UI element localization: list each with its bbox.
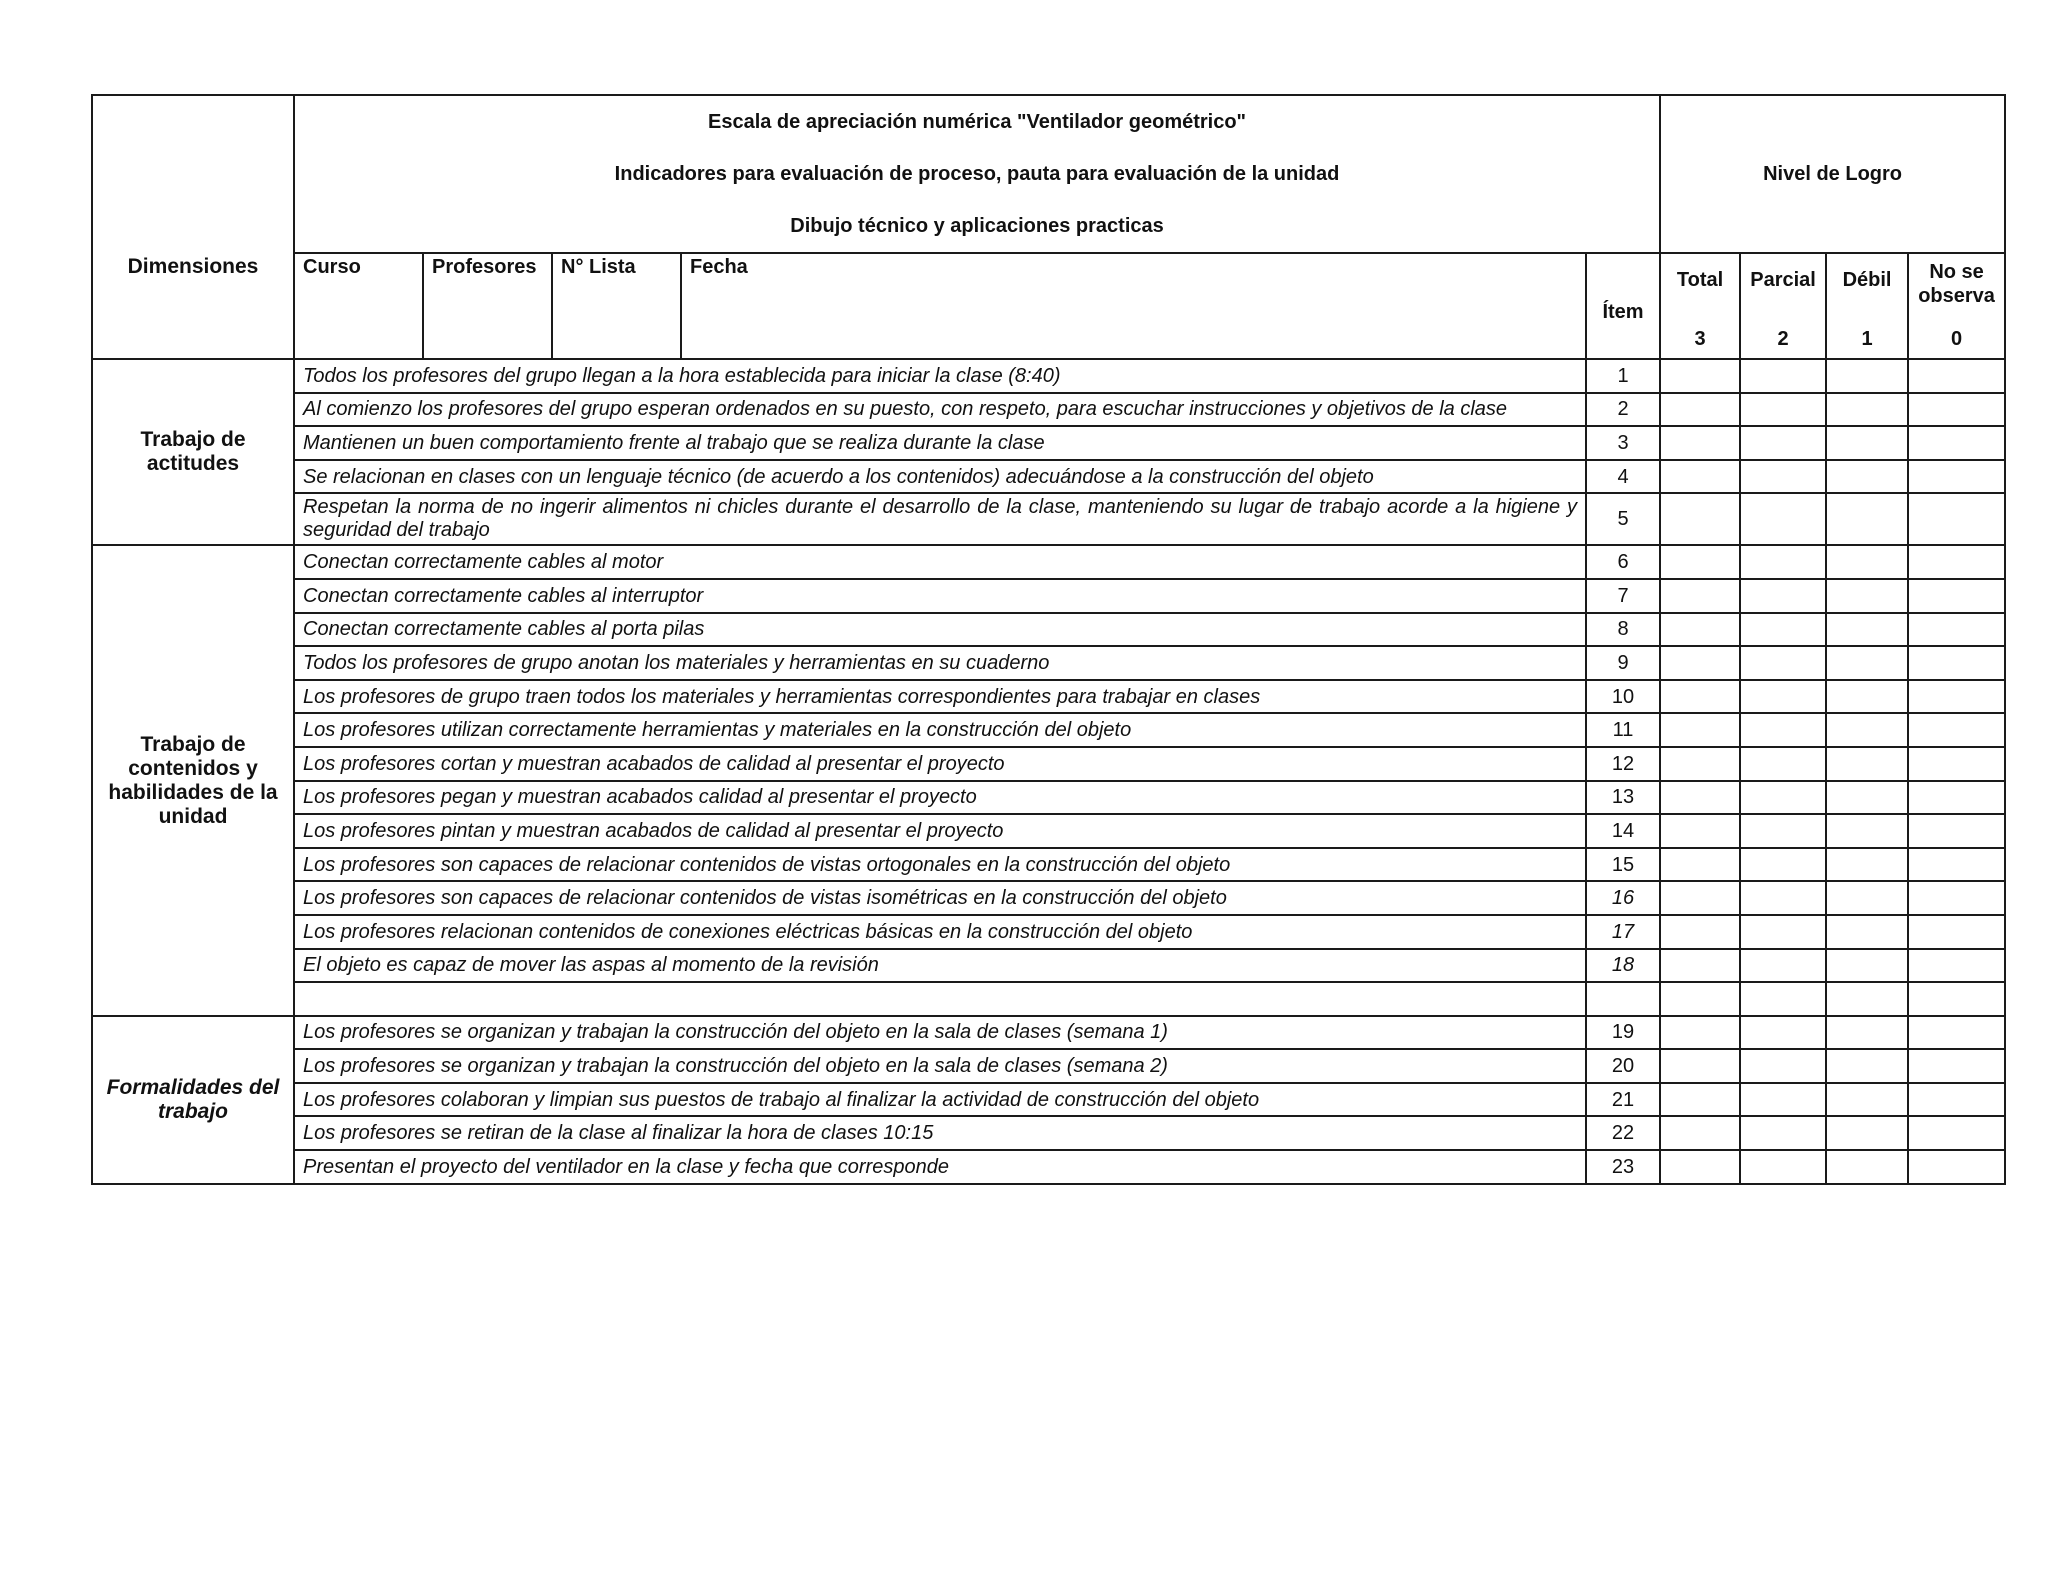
score-cell-total[interactable] bbox=[1660, 949, 1740, 983]
level-name: No se observa bbox=[1918, 261, 1995, 307]
score-cell-total[interactable] bbox=[1660, 781, 1740, 815]
score-cell-parcial[interactable] bbox=[1740, 545, 1826, 579]
item-number: 16 bbox=[1586, 881, 1660, 915]
level-value: 3 bbox=[1694, 328, 1706, 350]
score-cell-total[interactable] bbox=[1660, 426, 1740, 460]
score-cell-debil[interactable] bbox=[1826, 881, 1908, 915]
table-row bbox=[92, 982, 2005, 1016]
indicator-text: Respetan la norma de no ingerir alimentos ni chicles durante el desarrollo de la clase, manteniendo su lugar de trabajo acorde a la higiene y seguridad del trabajo bbox=[294, 493, 1586, 545]
item-number: 15 bbox=[1586, 848, 1660, 882]
score-cell-total[interactable] bbox=[1660, 1049, 1740, 1083]
table-row bbox=[92, 393, 2005, 427]
item-number: 22 bbox=[1586, 1116, 1660, 1150]
score-cell-no-se-observa[interactable] bbox=[1908, 460, 2005, 494]
dimension-label: Trabajo de contenidos y habilidades de la unidad bbox=[92, 545, 294, 1015]
score-cell-no-se-observa[interactable] bbox=[1908, 493, 2005, 545]
score-cell-total[interactable] bbox=[1660, 1016, 1740, 1050]
score-cell-no-se-observa[interactable] bbox=[1908, 949, 2005, 983]
score-cell-total[interactable] bbox=[1660, 613, 1740, 647]
indicator-text bbox=[294, 982, 1586, 1016]
level-value: 1 bbox=[1861, 328, 1873, 350]
item-number: 4 bbox=[1586, 460, 1660, 494]
table-row bbox=[92, 359, 2005, 393]
score-cell-total[interactable] bbox=[1660, 1083, 1740, 1117]
score-cell-total[interactable] bbox=[1660, 814, 1740, 848]
score-cell-total[interactable] bbox=[1660, 915, 1740, 949]
score-cell-debil[interactable] bbox=[1826, 460, 1908, 494]
table-row bbox=[92, 781, 2005, 815]
indicator-text: Se relacionan en clases con un lenguaje técnico (de acuerdo a los contenidos) adecuándose a la construcción del objeto bbox=[294, 460, 1586, 494]
score-cell-parcial[interactable] bbox=[1740, 781, 1826, 815]
table-row bbox=[92, 579, 2005, 613]
level-debil bbox=[1826, 253, 1908, 359]
indicator-text: Al comienzo los profesores del grupo esperan ordenados en su puesto, con respeto, para escuchar instrucciones y objetivos de la clase bbox=[294, 393, 1586, 427]
table-row bbox=[92, 1116, 2005, 1150]
score-cell-no-se-observa[interactable] bbox=[1908, 426, 2005, 460]
score-cell-debil[interactable] bbox=[1826, 545, 1908, 579]
item-number: 1 bbox=[1586, 359, 1660, 393]
table-row bbox=[92, 881, 2005, 915]
item-number: 9 bbox=[1586, 646, 1660, 680]
score-cell-total[interactable] bbox=[1660, 579, 1740, 613]
evaluation-sheet bbox=[91, 94, 2004, 1185]
score-cell-no-se-observa[interactable] bbox=[1908, 848, 2005, 882]
score-cell-parcial[interactable] bbox=[1740, 1116, 1826, 1150]
item-number: 20 bbox=[1586, 1049, 1660, 1083]
score-cell-no-se-observa[interactable] bbox=[1908, 359, 2005, 393]
score-cell-parcial[interactable] bbox=[1740, 646, 1826, 680]
item-number: 14 bbox=[1586, 814, 1660, 848]
indicator-text: Mantienen un buen comportamiento frente al trabajo que se realiza durante la clase bbox=[294, 426, 1586, 460]
score-cell-debil[interactable] bbox=[1826, 426, 1908, 460]
score-cell-debil[interactable] bbox=[1826, 713, 1908, 747]
level-no-se-observa bbox=[1908, 253, 2005, 359]
score-cell-parcial[interactable] bbox=[1740, 359, 1826, 393]
item-number: 3 bbox=[1586, 426, 1660, 460]
score-cell-no-se-observa[interactable] bbox=[1908, 915, 2005, 949]
score-cell-parcial[interactable] bbox=[1740, 747, 1826, 781]
score-cell-debil[interactable] bbox=[1826, 393, 1908, 427]
item-number bbox=[1586, 982, 1660, 1016]
indicator-text: Los profesores cortan y muestran acabados de calidad al presentar el proyecto bbox=[294, 747, 1586, 781]
score-cell-total[interactable] bbox=[1660, 393, 1740, 427]
indicator-text: Conectan correctamente cables al motor bbox=[294, 545, 1586, 579]
score-cell-no-se-observa[interactable] bbox=[1908, 982, 2005, 1016]
score-cell-debil[interactable] bbox=[1826, 848, 1908, 882]
score-cell-no-se-observa[interactable] bbox=[1908, 1150, 2005, 1184]
item-number: 6 bbox=[1586, 545, 1660, 579]
level-parcial bbox=[1740, 253, 1826, 359]
table-row bbox=[92, 713, 2005, 747]
indicator-text: Los profesores se retiran de la clase al finalizar la hora de clases 10:15 bbox=[294, 1116, 1586, 1150]
indicator-text: Los profesores se organizan y trabajan la construcción del objeto en la sala de clases (semana 1) bbox=[294, 1016, 1586, 1050]
score-cell-no-se-observa[interactable] bbox=[1908, 781, 2005, 815]
item-number: 17 bbox=[1586, 915, 1660, 949]
table-row bbox=[92, 545, 2005, 579]
score-cell-parcial[interactable] bbox=[1740, 393, 1826, 427]
score-cell-debil[interactable] bbox=[1826, 1049, 1908, 1083]
indicator-text: Conectan correctamente cables al porta pilas bbox=[294, 613, 1586, 647]
score-cell-total[interactable] bbox=[1660, 545, 1740, 579]
score-cell-parcial[interactable] bbox=[1740, 1150, 1826, 1184]
score-cell-no-se-observa[interactable] bbox=[1908, 1116, 2005, 1150]
item-number: 13 bbox=[1586, 781, 1660, 815]
score-cell-total[interactable] bbox=[1660, 747, 1740, 781]
indicator-text: Los profesores pintan y muestran acabados de calidad al presentar el proyecto bbox=[294, 814, 1586, 848]
score-cell-parcial[interactable] bbox=[1740, 1083, 1826, 1117]
item-number: 19 bbox=[1586, 1016, 1660, 1050]
dimension-label: Formalidades del trabajo bbox=[92, 1016, 294, 1184]
rubric-table bbox=[91, 94, 2006, 1185]
score-cell-debil[interactable] bbox=[1826, 781, 1908, 815]
indicator-text: Los profesores colaboran y limpian sus puestos de trabajo al finalizar la actividad de construcción del objeto bbox=[294, 1083, 1586, 1117]
indicator-text: Presentan el proyecto del ventilador en la clase y fecha que corresponde bbox=[294, 1150, 1586, 1184]
field-curso[interactable]: Curso bbox=[294, 253, 423, 359]
item-number: 8 bbox=[1586, 613, 1660, 647]
field-fecha[interactable]: Fecha bbox=[681, 253, 1586, 359]
item-number: 21 bbox=[1586, 1083, 1660, 1117]
score-cell-debil[interactable] bbox=[1826, 493, 1908, 545]
score-cell-total[interactable] bbox=[1660, 881, 1740, 915]
item-header: Ítem bbox=[1586, 253, 1660, 359]
table-row bbox=[92, 814, 2005, 848]
dimension-label: Trabajo de actitudes bbox=[92, 359, 294, 545]
indicator-text: Conectan correctamente cables al interruptor bbox=[294, 579, 1586, 613]
item-number: 11 bbox=[1586, 713, 1660, 747]
title-line-3: Dibujo técnico y aplicaciones practicas bbox=[790, 215, 1164, 237]
item-number: 18 bbox=[1586, 949, 1660, 983]
table-row bbox=[92, 426, 2005, 460]
score-cell-total[interactable] bbox=[1660, 646, 1740, 680]
indicator-text: Los profesores pegan y muestran acabados calidad al presentar el proyecto bbox=[294, 781, 1586, 815]
indicator-text: Los profesores son capaces de relacionar contenidos de vistas isométricas en la construcción del objeto bbox=[294, 881, 1586, 915]
indicator-text: Los profesores de grupo traen todos los materiales y herramientas correspondientes para trabajar en clases bbox=[294, 680, 1586, 714]
table-row bbox=[92, 1049, 2005, 1083]
table-row bbox=[92, 949, 2005, 983]
score-cell-parcial[interactable] bbox=[1740, 493, 1826, 545]
score-cell-parcial[interactable] bbox=[1740, 982, 1826, 1016]
score-cell-debil[interactable] bbox=[1826, 949, 1908, 983]
table-row bbox=[92, 613, 2005, 647]
score-cell-no-se-observa[interactable] bbox=[1908, 545, 2005, 579]
table-row bbox=[92, 680, 2005, 714]
score-cell-debil[interactable] bbox=[1826, 1150, 1908, 1184]
score-cell-no-se-observa[interactable] bbox=[1908, 646, 2005, 680]
table-row bbox=[92, 1083, 2005, 1117]
score-cell-total[interactable] bbox=[1660, 713, 1740, 747]
table-row bbox=[92, 493, 2005, 545]
indicator-text: Los profesores se organizan y trabajan la construcción del objeto en la sala de clases (semana 2) bbox=[294, 1049, 1586, 1083]
score-cell-debil[interactable] bbox=[1826, 982, 1908, 1016]
score-cell-parcial[interactable] bbox=[1740, 426, 1826, 460]
indicator-text: Los profesores son capaces de relacionar contenidos de vistas ortogonales en la construcción del objeto bbox=[294, 848, 1586, 882]
indicator-text: El objeto es capaz de mover las aspas al momento de la revisión bbox=[294, 949, 1586, 983]
field-n-lista[interactable]: N° Lista bbox=[552, 253, 681, 359]
score-cell-no-se-observa[interactable] bbox=[1908, 1083, 2005, 1117]
table-row bbox=[92, 646, 2005, 680]
score-cell-parcial[interactable] bbox=[1740, 713, 1826, 747]
level-name: Total bbox=[1676, 269, 1724, 291]
score-cell-no-se-observa[interactable] bbox=[1908, 393, 2005, 427]
level-name: Parcial bbox=[1750, 269, 1816, 291]
score-cell-no-se-observa[interactable] bbox=[1908, 814, 2005, 848]
indicator-text: Todos los profesores de grupo anotan los materiales y herramientas en su cuaderno bbox=[294, 646, 1586, 680]
item-number: 2 bbox=[1586, 393, 1660, 427]
score-cell-total[interactable] bbox=[1660, 680, 1740, 714]
score-cell-no-se-observa[interactable] bbox=[1908, 747, 2005, 781]
indicator-text: Los profesores relacionan contenidos de conexiones eléctricas básicas en la construcción del objeto bbox=[294, 915, 1586, 949]
score-cell-debil[interactable] bbox=[1826, 915, 1908, 949]
score-cell-total[interactable] bbox=[1660, 359, 1740, 393]
table-row bbox=[92, 1016, 2005, 1050]
sheet-title bbox=[294, 95, 1660, 253]
score-cell-parcial[interactable] bbox=[1740, 814, 1826, 848]
score-cell-total[interactable] bbox=[1660, 1150, 1740, 1184]
score-cell-debil[interactable] bbox=[1826, 613, 1908, 647]
score-cell-no-se-observa[interactable] bbox=[1908, 1016, 2005, 1050]
item-number: 12 bbox=[1586, 747, 1660, 781]
nivel-logro-header: Nivel de Logro bbox=[1660, 95, 2005, 253]
dimensions-header: Dimensiones bbox=[92, 95, 294, 359]
item-number: 23 bbox=[1586, 1150, 1660, 1184]
table-row bbox=[92, 1150, 2005, 1184]
item-number: 5 bbox=[1586, 493, 1660, 545]
indicator-text: Todos los profesores del grupo llegan a la hora establecida para iniciar la clase (8:40) bbox=[294, 359, 1586, 393]
score-cell-no-se-observa[interactable] bbox=[1908, 613, 2005, 647]
level-value: 0 bbox=[1951, 328, 1963, 350]
score-cell-no-se-observa[interactable] bbox=[1908, 579, 2005, 613]
score-cell-debil[interactable] bbox=[1826, 1083, 1908, 1117]
indicator-text: Los profesores utilizan correctamente herramientas y materiales en la construcción del objeto bbox=[294, 713, 1586, 747]
score-cell-parcial[interactable] bbox=[1740, 613, 1826, 647]
item-number: 7 bbox=[1586, 579, 1660, 613]
score-cell-parcial[interactable] bbox=[1740, 848, 1826, 882]
score-cell-debil[interactable] bbox=[1826, 680, 1908, 714]
score-cell-debil[interactable] bbox=[1826, 359, 1908, 393]
score-cell-debil[interactable] bbox=[1826, 579, 1908, 613]
title-line-2: Indicadores para evaluación de proceso, pauta para evaluación de la unidad bbox=[614, 163, 1340, 185]
score-cell-total[interactable] bbox=[1660, 848, 1740, 882]
score-cell-no-se-observa[interactable] bbox=[1908, 1049, 2005, 1083]
field-profesores[interactable]: Profesores bbox=[423, 253, 552, 359]
score-cell-debil[interactable] bbox=[1826, 814, 1908, 848]
score-cell-total[interactable] bbox=[1660, 460, 1740, 494]
score-cell-parcial[interactable] bbox=[1740, 1016, 1826, 1050]
score-cell-debil[interactable] bbox=[1826, 1016, 1908, 1050]
score-cell-no-se-observa[interactable] bbox=[1908, 881, 2005, 915]
score-cell-debil[interactable] bbox=[1826, 1116, 1908, 1150]
score-cell-parcial[interactable] bbox=[1740, 1049, 1826, 1083]
score-cell-no-se-observa[interactable] bbox=[1908, 680, 2005, 714]
table-row bbox=[92, 848, 2005, 882]
score-cell-parcial[interactable] bbox=[1740, 949, 1826, 983]
table-row bbox=[92, 460, 2005, 494]
level-total bbox=[1660, 253, 1740, 359]
score-cell-parcial[interactable] bbox=[1740, 915, 1826, 949]
score-cell-parcial[interactable] bbox=[1740, 579, 1826, 613]
score-cell-debil[interactable] bbox=[1826, 747, 1908, 781]
score-cell-no-se-observa[interactable] bbox=[1908, 713, 2005, 747]
score-cell-parcial[interactable] bbox=[1740, 881, 1826, 915]
score-cell-total[interactable] bbox=[1660, 982, 1740, 1016]
level-value: 2 bbox=[1777, 328, 1789, 350]
score-cell-debil[interactable] bbox=[1826, 646, 1908, 680]
score-cell-total[interactable] bbox=[1660, 1116, 1740, 1150]
table-row bbox=[92, 747, 2005, 781]
score-cell-parcial[interactable] bbox=[1740, 680, 1826, 714]
score-cell-total[interactable] bbox=[1660, 493, 1740, 545]
title-line-1: Escala de apreciación numérica "Ventilador geométrico" bbox=[707, 111, 1247, 133]
score-cell-parcial[interactable] bbox=[1740, 460, 1826, 494]
table-row bbox=[92, 915, 2005, 949]
item-number: 10 bbox=[1586, 680, 1660, 714]
level-name: Débil bbox=[1842, 269, 1892, 291]
